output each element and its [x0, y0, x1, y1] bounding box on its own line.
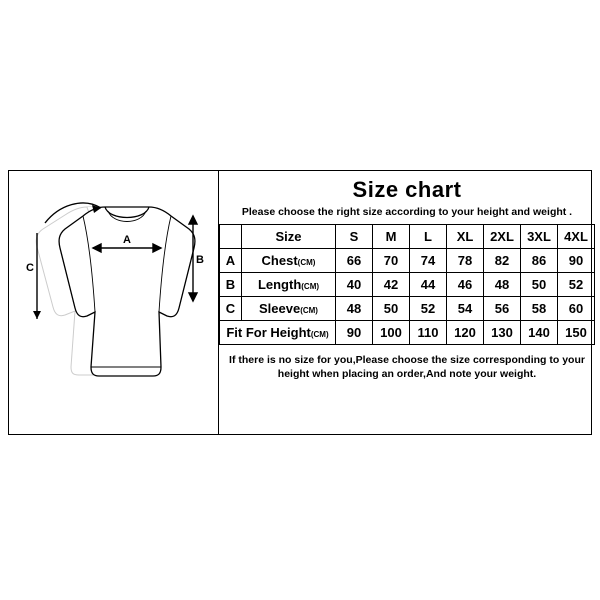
header-size-s: S — [336, 224, 373, 248]
header-size: Size — [242, 224, 336, 248]
cell-length-xl: 46 — [447, 272, 484, 296]
table-row — [220, 320, 595, 344]
size-table — [219, 224, 595, 345]
cell-sleeve-xl: 54 — [447, 296, 484, 320]
chart-footer-note: If there is no size for you,Please choose the size corresponding to your height when placing an order,And note your weight. — [229, 353, 585, 380]
header-size-2xl: 2XL — [484, 224, 521, 248]
cell-height-3xl: 140 — [521, 320, 558, 344]
row-key-a: A — [220, 248, 242, 272]
row-label-length-text: Length — [257, 276, 302, 292]
cell-sleeve-3xl: 58 — [521, 296, 558, 320]
table-header-row — [220, 224, 595, 248]
header-size-l: L — [410, 224, 447, 248]
cell-sleeve-m: 50 — [373, 296, 410, 320]
cell-length-l: 44 — [410, 272, 447, 296]
row-label-sleeve-text: Sleeve — [259, 300, 301, 316]
row-label-fit-for-height — [220, 320, 336, 344]
size-table-panel — [219, 171, 595, 434]
table-row — [220, 248, 595, 272]
cell-length-s: 40 — [336, 272, 373, 296]
cell-length-2xl: 48 — [484, 272, 521, 296]
cell-length-3xl: 50 — [521, 272, 558, 296]
row-key-b: B — [220, 272, 242, 296]
header-spacer — [220, 224, 242, 248]
row-label-sleeve — [242, 296, 336, 320]
cell-chest-4xl: 90 — [558, 248, 595, 272]
row-unit-fit: (CM) — [310, 329, 329, 339]
chart-title: Size chart — [352, 177, 462, 202]
cell-height-2xl: 130 — [484, 320, 521, 344]
cell-chest-2xl: 82 — [484, 248, 521, 272]
size-chart — [8, 170, 592, 435]
measure-c-label: C — [26, 262, 34, 274]
cell-chest-s: 66 — [336, 248, 373, 272]
garment-illustration — [9, 171, 219, 434]
cell-chest-m: 70 — [373, 248, 410, 272]
table-row — [220, 296, 595, 320]
header-size-xl: XL — [447, 224, 484, 248]
measure-a-label: A — [123, 234, 131, 246]
cell-chest-xl: 78 — [447, 248, 484, 272]
row-label-chest — [242, 248, 336, 272]
cell-chest-l: 74 — [410, 248, 447, 272]
cell-height-m: 100 — [373, 320, 410, 344]
row-label-fit-text: Fit For Height — [226, 324, 311, 340]
cell-sleeve-s: 48 — [336, 296, 373, 320]
measure-b-label: B — [196, 254, 204, 266]
shirt-diagram-svg — [9, 171, 219, 434]
cell-height-xl: 120 — [447, 320, 484, 344]
header-size-3xl: 3XL — [521, 224, 558, 248]
cell-height-4xl: 150 — [558, 320, 595, 344]
header-size-4xl: 4XL — [558, 224, 595, 248]
table-row — [220, 272, 595, 296]
cell-sleeve-2xl: 56 — [484, 296, 521, 320]
cell-height-l: 110 — [410, 320, 447, 344]
header-size-m: M — [373, 224, 410, 248]
cell-height-s: 90 — [336, 320, 373, 344]
cell-sleeve-l: 52 — [410, 296, 447, 320]
cell-length-4xl: 52 — [558, 272, 595, 296]
row-label-length — [242, 272, 336, 296]
cell-chest-3xl: 86 — [521, 248, 558, 272]
row-key-c: C — [220, 296, 242, 320]
row-unit-length: (CM) — [301, 281, 320, 291]
row-unit-sleeve: (CM) — [300, 305, 318, 315]
row-unit-chest: (CM) — [297, 257, 316, 267]
chart-subtitle: Please choose the right size according to your height and weight . — [241, 206, 573, 218]
cell-sleeve-4xl: 60 — [558, 296, 595, 320]
cell-length-m: 42 — [373, 272, 410, 296]
row-label-chest-text: Chest — [261, 252, 298, 268]
